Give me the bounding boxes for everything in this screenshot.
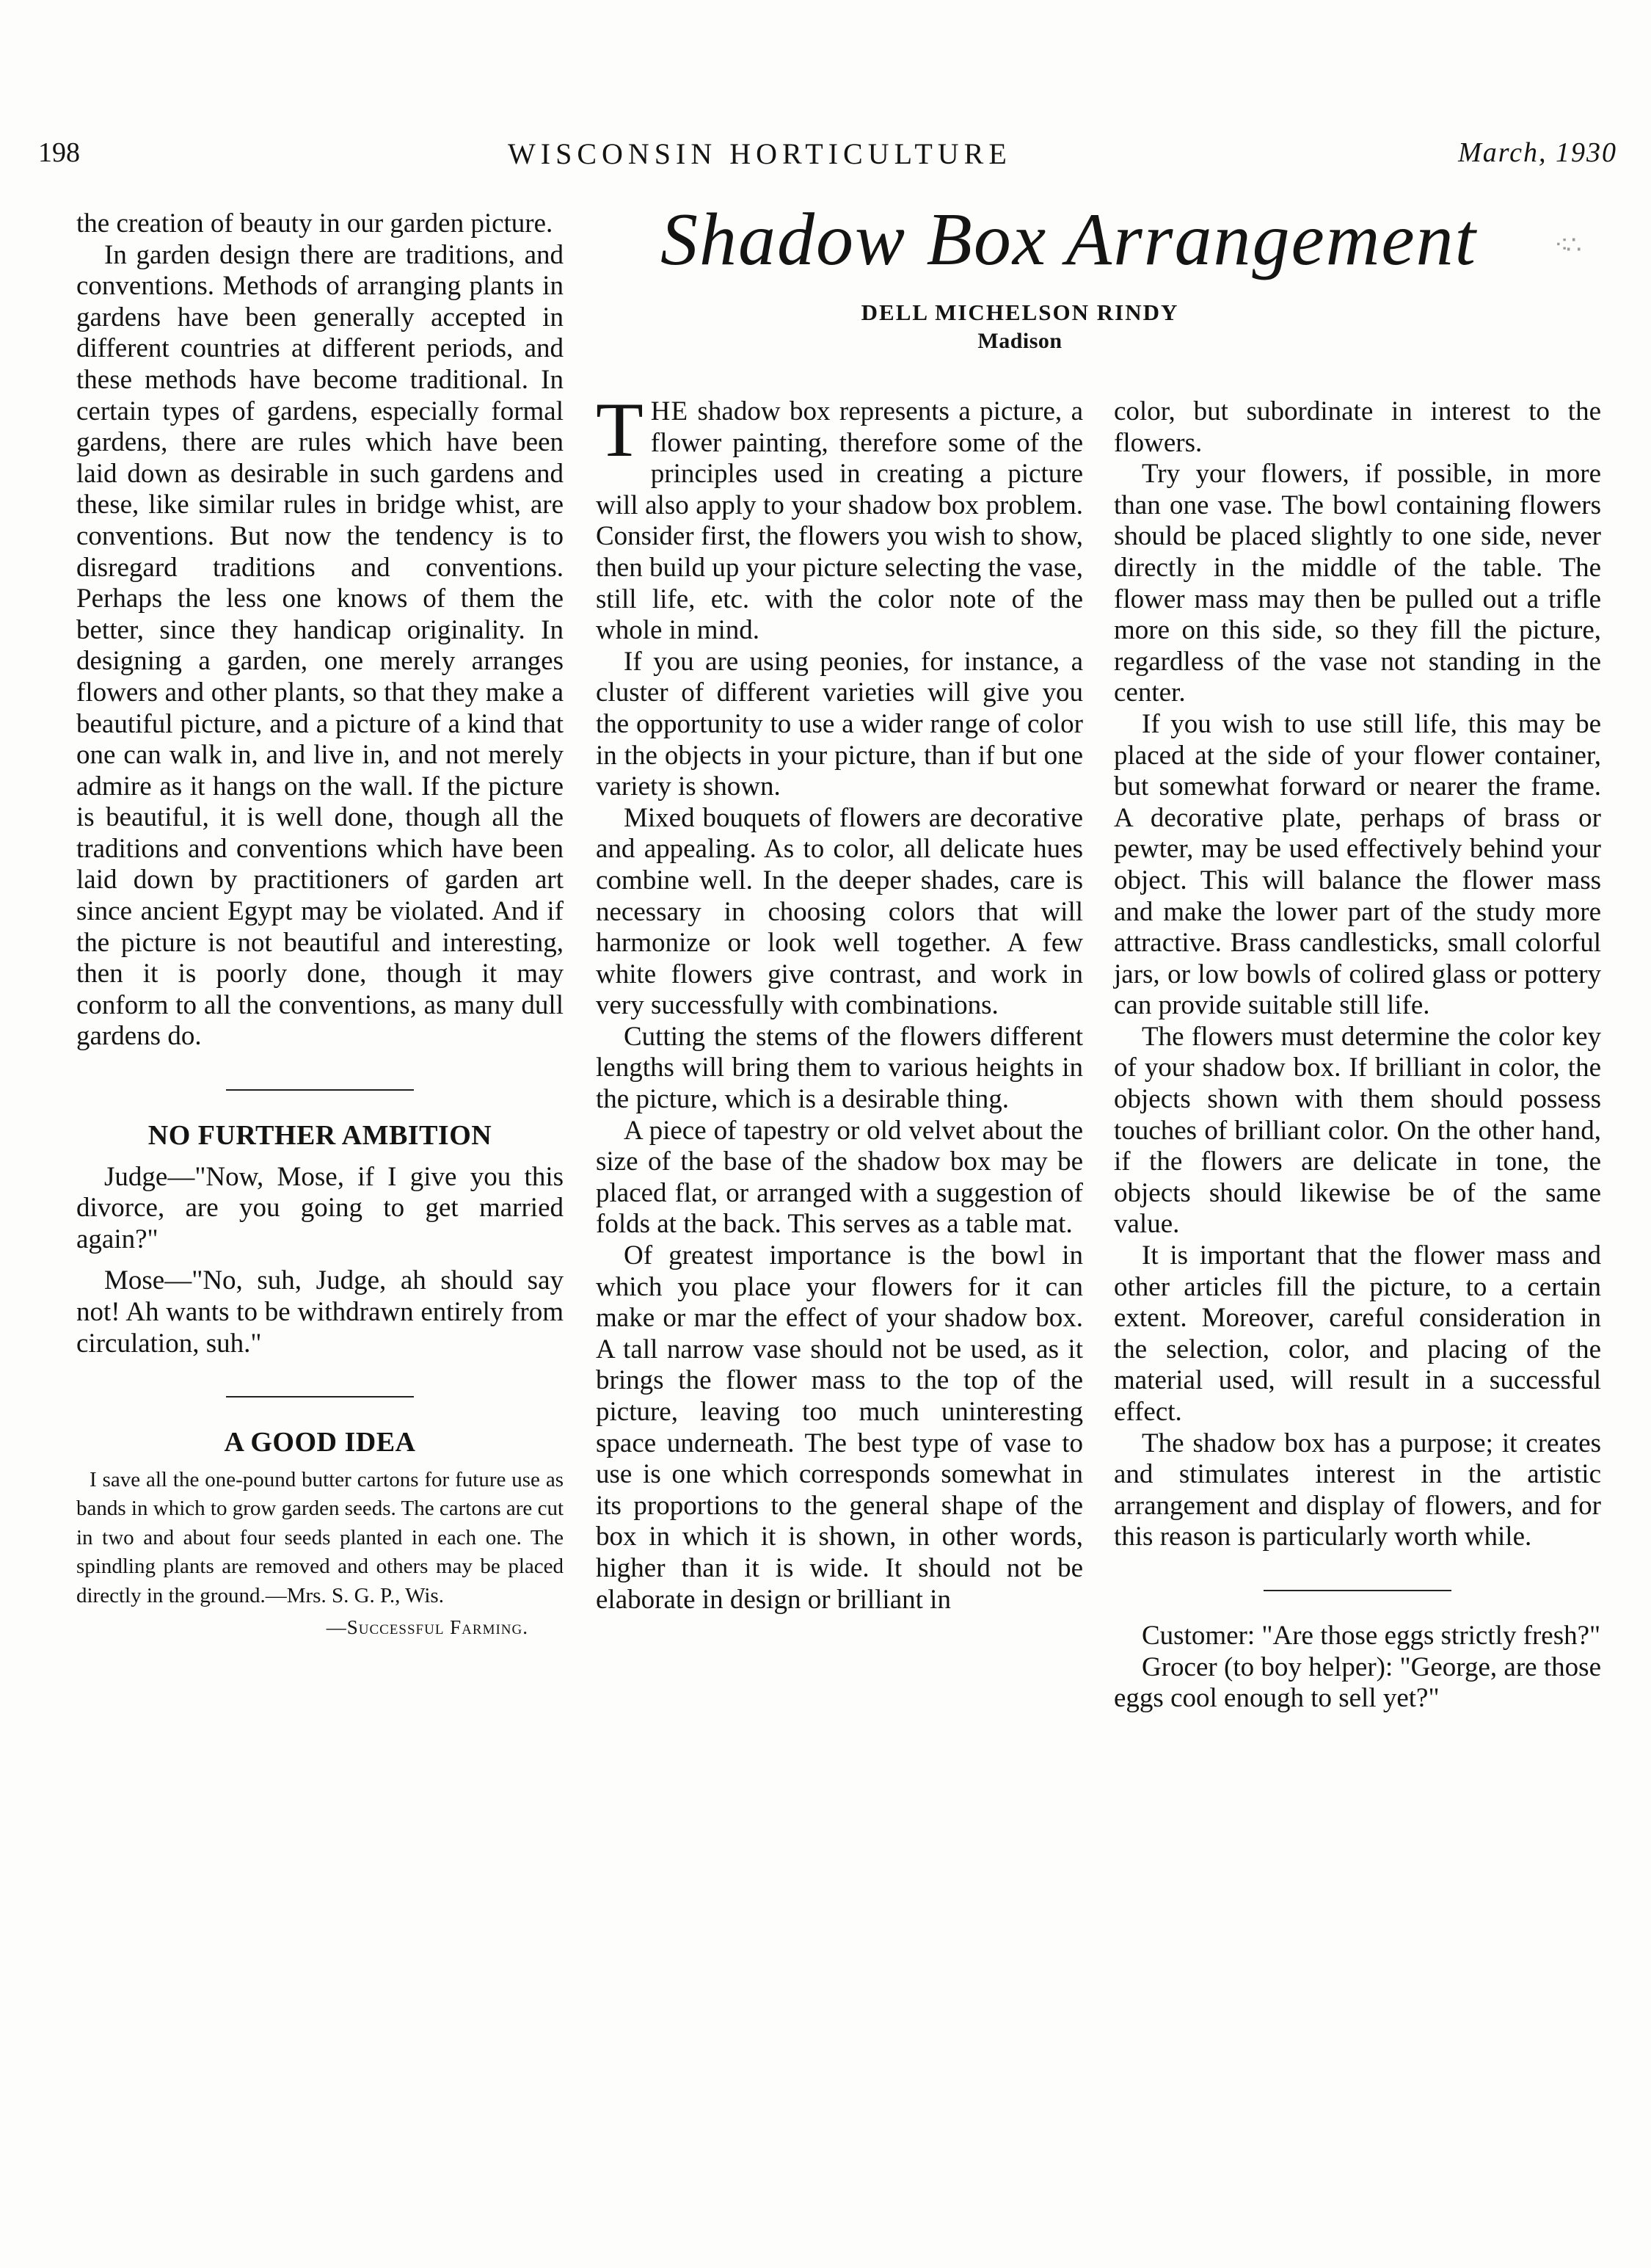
article-paragraph: It is important that the flower mass and other articles fill the picture, to a certain extent. Moreover, careful consideration in the selection, color, and placing of the material used, will result in a successful effect. xyxy=(1114,1240,1601,1427)
article-paragraph-continued: color, but subordinate in interest to the flowers. xyxy=(1114,396,1601,458)
lead-caps: HE xyxy=(650,396,689,426)
good-idea-body: I save all the one-pound butter cartons for future use as bands in which to grow garden seeds. The cartons are cut in two and about four seeds planted in each one. The spindling plants are removed and others may be placed directly in the ground.—Mrs. S. G. P., Wis. xyxy=(76,1467,564,1607)
section-heading: A GOOD IDEA xyxy=(224,1427,416,1458)
article-paragraph: The flowers must determine the color key of your shadow box. If brilliant in color, the objects shown with them should possess touches of brilliant color. On the other hand, if the flowers are delicate in tone, the objects should likewise be of the same value. xyxy=(1114,1021,1601,1240)
article-lead-paragraph xyxy=(596,387,1083,647)
page-header xyxy=(38,137,1617,181)
article-title: Shadow Box Arrangement xyxy=(660,198,1478,281)
good-idea-section xyxy=(76,1427,564,1643)
article-paragraph: If you wish to use still life, this may be placed at the side of your flower container, but somewhat forward or nearer the frame. A decorative plate, perhaps of brass or pewter, may be used effectively behind your object. This will balance the flower mass and make the lower part of the study more attractive. Brass candlesticks, small colorful jars, or low bowls of colired glass or pottery can provide suitable still life. xyxy=(1114,708,1601,1021)
article-paragraph: The shadow box has a purpose; it creates and stimulates interest in the artistic arrangement and display of flowers, and for this reason is particularly worth while. xyxy=(1114,1428,1601,1552)
dialogue-line: Mose—"No, suh, Judge, ah should say not! Ah wants to be withdrawn entirely from circulation, suh." xyxy=(76,1265,564,1359)
article-paragraph: A piece of tapestry or old velvet about the size of the base of the shadow box may be placed flat, or arranged with a suggestion of folds at the back. This serves as a table mat. xyxy=(596,1115,1083,1240)
continued-paragraph: the creation of beauty in our garden picture. xyxy=(76,208,553,239)
grocer-joke xyxy=(1114,1621,1601,1715)
article-paragraph: Try your flowers, if possible, in more than one vase. The bowl containing flowers should be placed slightly to one side, never directly in the middle of the table. The flower mass may then be pulled out a trifle more on this side, so they fill the picture, regardless of the vase not standing in the center. xyxy=(1114,459,1601,708)
joke-line: Customer: "Are those eggs strictly fresh?" xyxy=(1142,1620,1601,1651)
page-number: 198 xyxy=(38,137,80,168)
article-paragraph: Cutting the stems of the flowers different lengths will bring them to various heights in the picture, which is a desirable thing. xyxy=(596,1021,1083,1115)
no-further-ambition-section xyxy=(76,1120,564,1359)
garden-design-paragraph: In garden design there are traditions, and conventions. Methods of arranging plants in gardens have been generally accepted in different countries at different periods, and these methods have become traditional. In certain types of gardens, especially formal gardens, there are rules which have been laid down as desirable in such gardens and these, like similar rules in bridge whist, are conventions. But now the tendency is to disregard traditions and conventions. Perhaps the less one knows of them the better, since they handicap originality. In designing a garden, one merely arranges flowers and other plants, so that they make a beautiful picture, and a picture of a kind that one can walk in, and live in, and not merely admire as it hangs on the wall. If the picture is beautiful, it is well done, though all the traditions and conventions which have been laid down by practitioners of garden art since ancient Egypt may be violated. And if the picture is not beautiful and interesting, then it is poorly done, though it may conform to all the conventions, as many dull gardens do. xyxy=(76,239,564,1052)
section-divider xyxy=(1264,1590,1451,1591)
article-paragraph: If you are using peonies, for instance, a cluster of different varieties will give you the opportunity to use a wider range of color in the objects in your picture, than if but one variety is shown. xyxy=(596,646,1083,802)
issue-date: March, 1930 xyxy=(1458,137,1617,168)
joke-line: Grocer (to boy helper): "George, are those eggs cool enough to sell yet?" xyxy=(1114,1651,1601,1714)
author-location: Madison xyxy=(977,329,1063,353)
article-paragraph: Of greatest importance is the bowl in which you place your flowers for it can make or mar the effect of your shadow box. A tall narrow vase should not be used, as it brings the flower mass to the top of the picture, leaving too much uninteresting space underneath. The best type of vase to use is one which corresponds somewhat in its proportions to the general shape of the box in which it is shown, in other words, higher than it is wide. It should not be elaborate in design or brilliant in xyxy=(596,1240,1083,1615)
print-smudge-ornament: ⁖∴ xyxy=(1554,232,1579,259)
source-credit: —Successful Farming. xyxy=(326,1616,528,1639)
article-right-column xyxy=(1114,396,1601,1715)
running-title: WISCONSIN HORTICULTURE xyxy=(508,137,1012,170)
section-heading: NO FURTHER AMBITION xyxy=(147,1120,492,1152)
article-middle-column xyxy=(596,387,1083,1615)
drop-cap: T xyxy=(596,387,644,473)
dialogue-line: Judge—"Now, Mose, if I give you this divorce, are you going to get married again?" xyxy=(76,1161,564,1254)
article-paragraph: Mixed bouquets of flowers are decorative and appealing. As to color, all delicate hues combine well. In the deeper shades, care is necessary in choosing colors that will harmonize or look well together. A few white flowers give contrast, and work in very successfully with combinations. xyxy=(596,802,1083,1021)
section-divider xyxy=(226,1396,414,1397)
lead-paragraph-text: shadow box represents a picture, a flower painting, therefore some of the principles used in creating a picture will also apply to your shadow box problem. Consider first, the flowers you wish to show, then build up your picture selecting the vase, still life, etc. with the color note of the whole in mind. xyxy=(596,396,1083,646)
left-column xyxy=(76,208,564,1643)
author-byline: DELL MICHELSON RINDY xyxy=(861,299,1179,325)
section-divider xyxy=(226,1089,414,1091)
